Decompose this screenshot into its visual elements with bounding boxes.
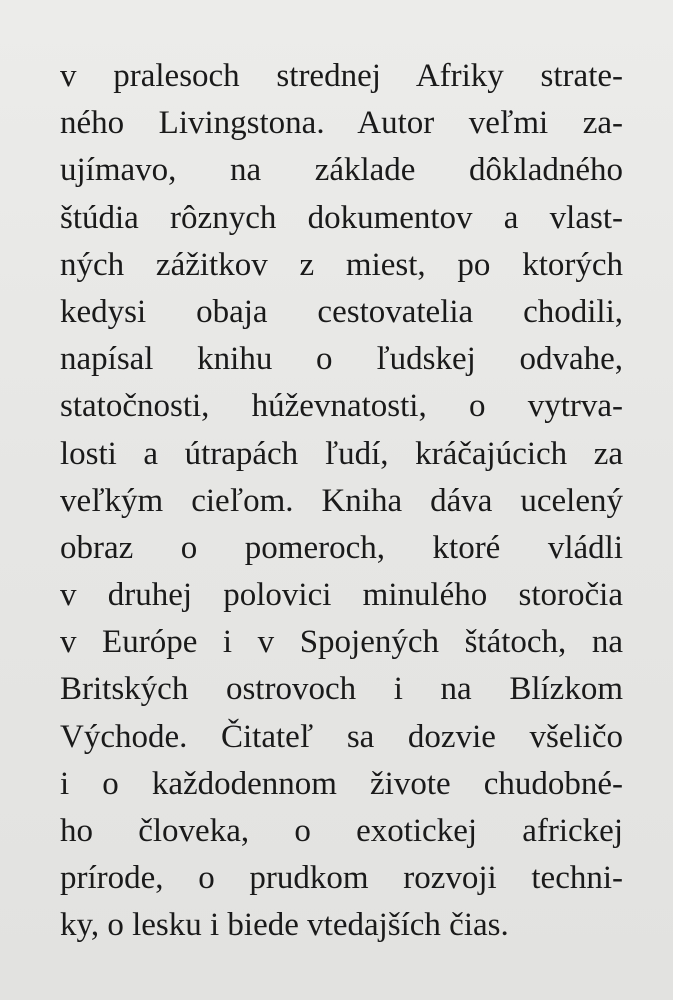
text-line: v druhej polovici minulého storočia [60, 577, 623, 614]
text-line: v pralesoch strednej Afriky strate- [60, 58, 623, 94]
text-line: napísal knihu o ľudskej odvahe, [60, 341, 623, 378]
text-line: obraz o pomeroch, ktoré vládli [60, 529, 623, 566]
text-line: v Európe i v Spojených štátoch, na [60, 624, 623, 661]
text-line: ujímavo, na základe dôkladného [60, 152, 623, 189]
text-line: ných zážitkov z miest, po ktorých [60, 246, 623, 283]
text-line: veľkým cieľom. Kniha dáva ucelený [60, 482, 623, 519]
text-line: Východe. Čitateľ sa dozvie všeličo [60, 718, 623, 755]
text-line: ného Livingstona. Autor veľmi za- [60, 105, 623, 142]
body-paragraph [60, 53, 623, 950]
text-line: losti a útrapách ľudí, kráčajúcich za [60, 435, 623, 472]
text-line: statočnosti, húževnatosti, o vytrva- [60, 388, 623, 425]
text-line: ky, o lesku i biede vtedajších čias. [60, 907, 509, 944]
text-line: ho človeka, o exotickej africkej [60, 813, 623, 849]
text-line: štúdia rôznych dokumentov a vlast- [60, 199, 623, 236]
text-line: i o každodennom živote chudobné- [60, 765, 623, 802]
text-line: prírode, o prudkom rozvoji techni- [60, 860, 623, 897]
text-line: Britských ostrovoch i na Blízkom [60, 671, 623, 708]
text-line: kedysi obaja cestovatelia chodili, [60, 293, 623, 330]
